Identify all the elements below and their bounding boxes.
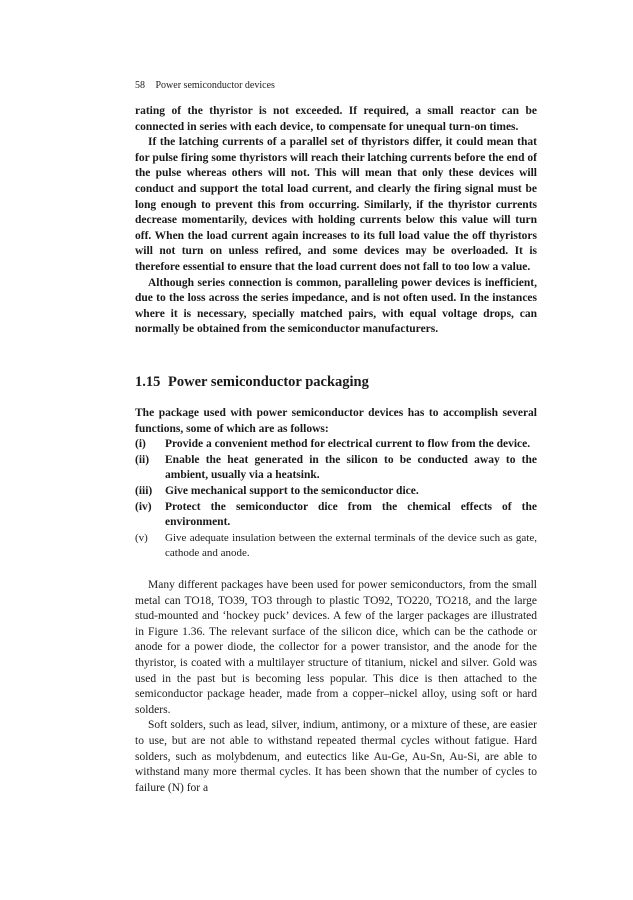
functions-list (135, 437, 537, 562)
packages-text-block (135, 578, 537, 796)
section-title: Power semiconductor packaging (168, 374, 369, 390)
list-item-text: Provide a convenient method for electrical current to flow from the device. (165, 438, 531, 451)
packaging-intro-block (135, 406, 537, 562)
list-item (135, 531, 537, 562)
list-item-text: Give mechanical support to the semiconductor dice. (165, 484, 419, 497)
list-marker: (iv) (135, 500, 152, 513)
paragraph-series-connection: Although series connection is common, paralleling power devices is inefficient, due to the loss across the series impedance, and is not often used. In the instances where it is necessary, specially matched pairs, with equal voltage drops, can normally be obtained from the semiconductor manufacturers. (135, 276, 537, 336)
opening-text-block (135, 104, 537, 338)
paragraph-latching-currents: If the latching currents of a parallel set of thyristors differ, it could mean that for pulse firing some thyristors will reach their latching currents before the end of the pulse whereas others will not. This will mean that only these devices will conduct and support the total load current, and clearly the firing signal must be long enough to prevent this from occurring. Similarly, if the thyristor currents decrease momentarily, devices with holding currents below this value will turn off. When the load current again increases to its full load value the off thyristors will not turn on unless refired, and some devices may be overloaded. It is therefore essential to ensure that the load current does not fall to too low a value. (135, 136, 537, 273)
list-item (135, 500, 537, 531)
running-head-title: Power semiconductor devices (155, 80, 275, 91)
list-marker: (v) (135, 531, 148, 544)
paragraph-solders: Soft solders, such as lead, silver, indium, antimony, or a mixture of these, are easier to use, but are not able to withstand repeated thermal cycles without fatigue. Hard solders, such as molybdenum, and eutectics like Au-Ge, Au-Sn, Au-Si, are able to withstand many more thermal cycles. It has been shown that the number of cycles to failure (N) for a (135, 719, 537, 794)
section-number: 1.15 (135, 374, 161, 390)
list-item (135, 453, 537, 484)
list-item-text: Protect the semiconductor dice from the chemical effects of the environment. (165, 500, 537, 529)
paragraph-intro: The package used with power semiconductor devices has to accomplish several functions, some of which are as follows: (135, 407, 537, 435)
paragraph-continuation: rating of the thyristor is not exceeded. If required, a small reactor can be connected in series with each device, to compensate for unequal turn-on times. (135, 105, 537, 133)
list-item (135, 484, 537, 500)
section-heading (135, 374, 369, 391)
list-marker: (ii) (135, 453, 150, 466)
page-number: 58 (135, 80, 145, 91)
list-marker: (i) (135, 438, 146, 451)
list-item (135, 437, 537, 453)
paragraph-package-types: Many different packages have been used for power semiconductors, from the small metal can TO18, TO39, TO3 through to plastic TO92, TO220, TO218, and the large stud-mounted and ‘hockey puck’ devices. A few of the larger packages are illustrated in Figure 1.36. The relevant surface of the silicon dice, which can be the cathode or anode for a power diode, the collector for a power transistor, and the anode for the thyristor, is coated with a multilayer structure of titanium, nickel and silver. Gold was used in the past but is becoming less popular. This dice is then attached to the semiconductor package header, made from a copper–nickel alloy, using soft or hard solders. (135, 579, 537, 716)
list-marker: (iii) (135, 484, 153, 497)
list-item-text: Enable the heat generated in the silicon to be conducted away to the ambient, usually via a heatsink. (165, 453, 537, 482)
list-item-text: Give adequate insulation between the external terminals of the device such as gate, cathode and anode. (165, 531, 537, 560)
running-head (135, 80, 275, 91)
